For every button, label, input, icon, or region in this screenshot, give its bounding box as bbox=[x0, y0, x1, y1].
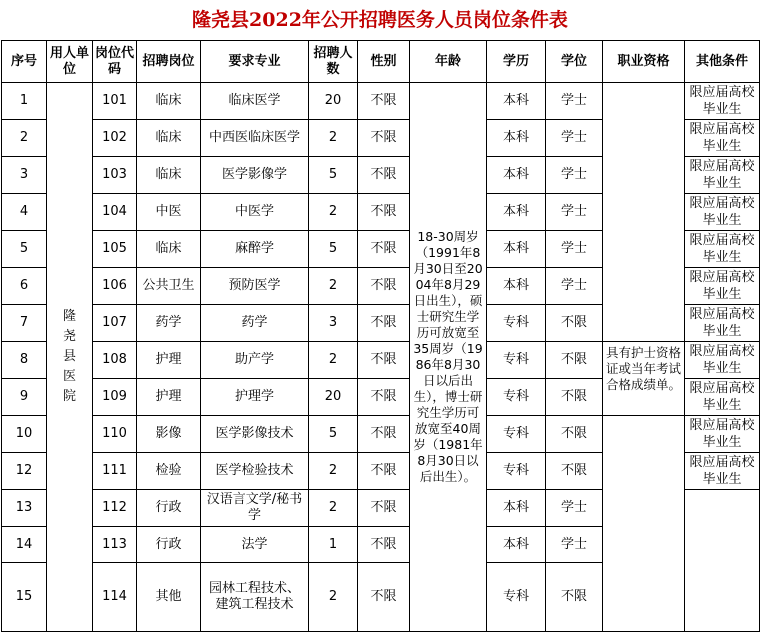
cell-major: 法学 bbox=[201, 527, 309, 563]
cell-seq: 4 bbox=[2, 194, 47, 231]
cell-gender: 不限 bbox=[358, 453, 410, 490]
cell-post: 药学 bbox=[137, 305, 201, 342]
cell-degree: 不限 bbox=[546, 453, 603, 490]
cell-seq: 5 bbox=[2, 231, 47, 268]
cell-seq: 10 bbox=[2, 416, 47, 453]
cell-degree: 学士 bbox=[546, 268, 603, 305]
cell-major: 药学 bbox=[201, 305, 309, 342]
cell-post: 临床 bbox=[137, 157, 201, 194]
cell-seq: 1 bbox=[2, 83, 47, 120]
cell-edu: 专科 bbox=[487, 453, 546, 490]
cell-other: 限应届高校毕业生 bbox=[685, 194, 760, 231]
cell-gender: 不限 bbox=[358, 305, 410, 342]
cell-gender: 不限 bbox=[358, 268, 410, 305]
cell-qual-empty bbox=[603, 416, 685, 632]
cell-seq: 3 bbox=[2, 157, 47, 194]
cell-code: 108 bbox=[93, 342, 137, 379]
cell-post: 其他 bbox=[137, 563, 201, 632]
cell-gender: 不限 bbox=[358, 231, 410, 268]
cell-gender: 不限 bbox=[358, 194, 410, 231]
cell-post: 临床 bbox=[137, 83, 201, 120]
cell-degree: 学士 bbox=[546, 527, 603, 563]
header-qual: 职业资格 bbox=[603, 41, 685, 83]
header-code: 岗位代码 bbox=[93, 41, 137, 83]
page-title: 隆尧县2022年公开招聘医务人员岗位条件表 bbox=[192, 9, 568, 31]
cell-code: 113 bbox=[93, 527, 137, 563]
header-edu: 学历 bbox=[487, 41, 546, 83]
cell-post: 护理 bbox=[137, 379, 201, 416]
cell-seq: 7 bbox=[2, 305, 47, 342]
cell-gender: 不限 bbox=[358, 563, 410, 632]
cell-code: 109 bbox=[93, 379, 137, 416]
cell-post: 行政 bbox=[137, 490, 201, 527]
cell-edu: 专科 bbox=[487, 379, 546, 416]
cell-major: 医学影像技术 bbox=[201, 416, 309, 453]
cell-edu: 专科 bbox=[487, 342, 546, 379]
header-age: 年龄 bbox=[410, 41, 487, 83]
cell-count: 5 bbox=[309, 157, 358, 194]
cell-major: 助产学 bbox=[201, 342, 309, 379]
cell-degree: 不限 bbox=[546, 563, 603, 632]
cell-seq: 2 bbox=[2, 120, 47, 157]
cell-count: 2 bbox=[309, 563, 358, 632]
cell-gender: 不限 bbox=[358, 342, 410, 379]
cell-count: 3 bbox=[309, 305, 358, 342]
cell-gender: 不限 bbox=[358, 379, 410, 416]
cell-qual-empty bbox=[603, 83, 685, 342]
header-post: 招聘岗位 bbox=[137, 41, 201, 83]
cell-major: 临床医学 bbox=[201, 83, 309, 120]
cell-count: 20 bbox=[309, 379, 358, 416]
cell-edu: 专科 bbox=[487, 305, 546, 342]
cell-degree: 学士 bbox=[546, 157, 603, 194]
nursing-qualification: 具有护士资格证或当年考试合格成绩单。 bbox=[606, 345, 682, 392]
cell-post: 行政 bbox=[137, 527, 201, 563]
cell-code: 106 bbox=[93, 268, 137, 305]
cell-count: 2 bbox=[309, 490, 358, 527]
header-seq: 序号 bbox=[2, 41, 47, 83]
cell-edu: 本科 bbox=[487, 268, 546, 305]
header-major: 要求专业 bbox=[201, 41, 309, 83]
cell-count: 2 bbox=[309, 453, 358, 490]
cell-gender: 不限 bbox=[358, 527, 410, 563]
cell-count: 2 bbox=[309, 268, 358, 305]
cell-edu: 本科 bbox=[487, 194, 546, 231]
cell-gender: 不限 bbox=[358, 490, 410, 527]
cell-other: 限应届高校毕业生 bbox=[685, 453, 760, 490]
cell-code: 101 bbox=[93, 83, 137, 120]
cell-code: 104 bbox=[93, 194, 137, 231]
cell-other: 限应届高校毕业生 bbox=[685, 342, 760, 379]
cell-seq: 14 bbox=[2, 527, 47, 563]
cell-degree: 学士 bbox=[546, 194, 603, 231]
cell-post: 临床 bbox=[137, 231, 201, 268]
cell-other-empty bbox=[685, 490, 760, 632]
cell-edu: 本科 bbox=[487, 157, 546, 194]
cell-code: 103 bbox=[93, 157, 137, 194]
table-row bbox=[2, 416, 760, 453]
cell-other: 限应届高校毕业生 bbox=[685, 379, 760, 416]
cell-degree: 不限 bbox=[546, 379, 603, 416]
cell-degree: 学士 bbox=[546, 83, 603, 120]
cell-seq: 9 bbox=[2, 379, 47, 416]
cell-gender: 不限 bbox=[358, 416, 410, 453]
cell-seq: 8 bbox=[2, 342, 47, 379]
header-row bbox=[2, 41, 760, 83]
cell-age: 18-30周岁（1991年8月30日至2004年8月29日出生），硕士研究生学历可放宽至35周岁（1986年8月30日以后出生），博士研究生学历可放宽至40周岁（1981年8月30日以后出生）。 bbox=[410, 83, 487, 632]
cell-gender: 不限 bbox=[358, 120, 410, 157]
cell-edu: 本科 bbox=[487, 120, 546, 157]
cell-edu: 本科 bbox=[487, 83, 546, 120]
unit-name: 隆尧县医院 bbox=[62, 309, 76, 404]
cell-degree: 学士 bbox=[546, 231, 603, 268]
header-count: 招聘人数 bbox=[309, 41, 358, 83]
cell-code: 107 bbox=[93, 305, 137, 342]
cell-code: 111 bbox=[93, 453, 137, 490]
cell-count: 2 bbox=[309, 120, 358, 157]
cell-degree: 学士 bbox=[546, 490, 603, 527]
cell-count: 1 bbox=[309, 527, 358, 563]
cell-seq: 15 bbox=[2, 563, 47, 632]
header-unit: 用人单位 bbox=[47, 41, 93, 83]
cell-edu: 本科 bbox=[487, 231, 546, 268]
cell-other: 限应届高校毕业生 bbox=[685, 83, 760, 120]
cell-other: 限应届高校毕业生 bbox=[685, 120, 760, 157]
cell-other: 限应届高校毕业生 bbox=[685, 231, 760, 268]
cell-other: 限应届高校毕业生 bbox=[685, 157, 760, 194]
cell-qual-nursing bbox=[603, 342, 685, 416]
header-gender: 性别 bbox=[358, 41, 410, 83]
cell-seq: 6 bbox=[2, 268, 47, 305]
cell-major: 汉语言文学/秘书学 bbox=[201, 490, 309, 527]
cell-code: 102 bbox=[93, 120, 137, 157]
cell-count: 20 bbox=[309, 83, 358, 120]
cell-count: 2 bbox=[309, 342, 358, 379]
cell-major: 护理学 bbox=[201, 379, 309, 416]
cell-seq: 12 bbox=[2, 453, 47, 490]
cell-count: 5 bbox=[309, 416, 358, 453]
cell-post: 公共卫生 bbox=[137, 268, 201, 305]
cell-other: 限应届高校毕业生 bbox=[685, 416, 760, 453]
cell-other: 限应届高校毕业生 bbox=[685, 305, 760, 342]
cell-degree: 不限 bbox=[546, 305, 603, 342]
positions-table bbox=[1, 40, 760, 632]
cell-gender: 不限 bbox=[358, 157, 410, 194]
header-degree: 学位 bbox=[546, 41, 603, 83]
cell-degree: 学士 bbox=[546, 120, 603, 157]
cell-edu: 本科 bbox=[487, 527, 546, 563]
cell-edu: 专科 bbox=[487, 416, 546, 453]
cell-count: 5 bbox=[309, 231, 358, 268]
cell-other: 限应届高校毕业生 bbox=[685, 268, 760, 305]
cell-degree: 不限 bbox=[546, 342, 603, 379]
cell-edu: 专科 bbox=[487, 563, 546, 632]
cell-unit bbox=[47, 83, 93, 632]
cell-gender: 不限 bbox=[358, 83, 410, 120]
header-other: 其他条件 bbox=[685, 41, 760, 83]
cell-code: 114 bbox=[93, 563, 137, 632]
table-row bbox=[2, 342, 760, 379]
table-row bbox=[2, 83, 760, 120]
cell-code: 110 bbox=[93, 416, 137, 453]
cell-count: 2 bbox=[309, 194, 358, 231]
cell-code: 105 bbox=[93, 231, 137, 268]
cell-major: 中西医临床医学 bbox=[201, 120, 309, 157]
cell-degree: 不限 bbox=[546, 416, 603, 453]
cell-major: 中医学 bbox=[201, 194, 309, 231]
cell-post: 检验 bbox=[137, 453, 201, 490]
cell-major: 园林工程技术、建筑工程技术 bbox=[201, 563, 309, 632]
cell-post: 中医 bbox=[137, 194, 201, 231]
cell-seq: 13 bbox=[2, 490, 47, 527]
cell-post: 影像 bbox=[137, 416, 201, 453]
cell-major: 医学影像学 bbox=[201, 157, 309, 194]
cell-major: 麻醉学 bbox=[201, 231, 309, 268]
cell-edu: 本科 bbox=[487, 490, 546, 527]
cell-major: 医学检验技术 bbox=[201, 453, 309, 490]
cell-major: 预防医学 bbox=[201, 268, 309, 305]
cell-post: 护理 bbox=[137, 342, 201, 379]
cell-code: 112 bbox=[93, 490, 137, 527]
cell-post: 临床 bbox=[137, 120, 201, 157]
